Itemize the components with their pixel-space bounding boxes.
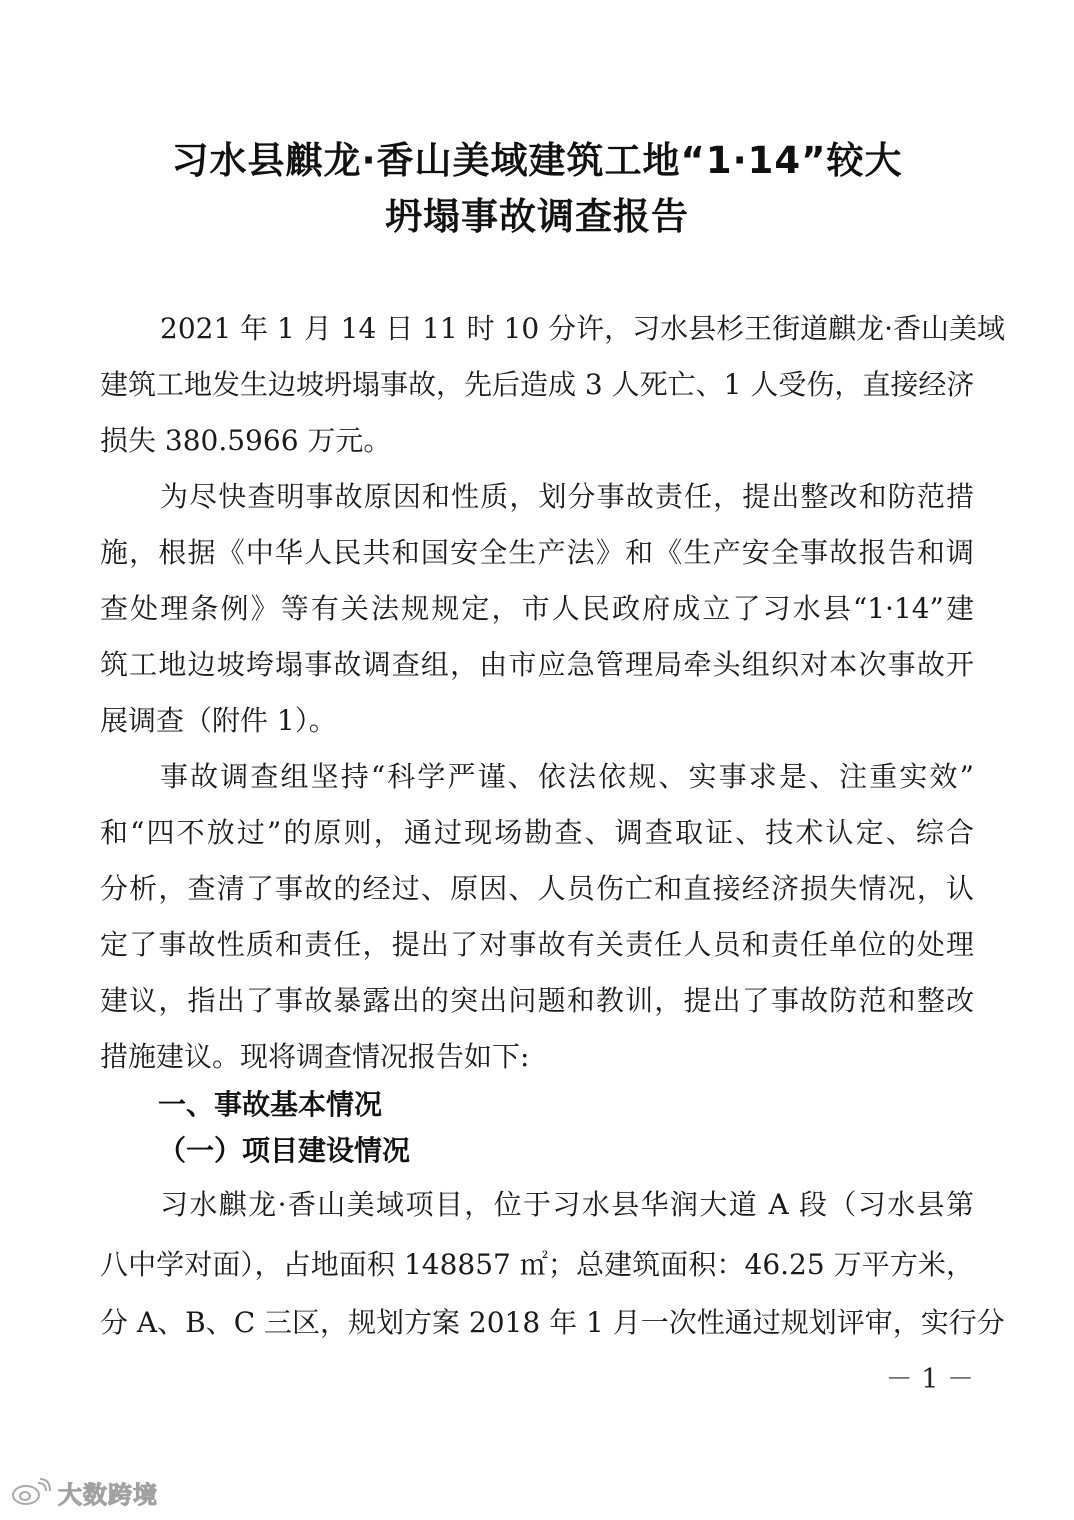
paragraph-3-line-6: 措施建议。现将调查情况报告如下: xyxy=(100,1040,530,1073)
paragraph-3-line-5: 建议，指出了事故暴露出的突出问题和教训，提出了事故防范和整改 xyxy=(100,984,974,1017)
paragraph-4-line-1: 习水麒龙·香山美域项目，位于习水县华润大道 A 段（习水县第 xyxy=(160,1188,974,1221)
document-title-line-1: 习水县麒龙·香山美域建筑工地“1·14”较大 xyxy=(171,139,903,182)
paragraph-1-line-2: 建筑工地发生边坡坍塌事故，先后造成 3 人死亡、1 人受伤，直接经济 xyxy=(100,368,975,401)
paragraph-2-line-4: 筑工地边坡垮塌事故调查组，由市应急管理局牵头组织对本次事故开 xyxy=(100,648,974,681)
document-title-line-2: 坍塌事故调查报告 xyxy=(385,195,689,238)
paragraph-3-line-4: 定了事故性质和责任，提出了对事故有关责任人员和责任单位的处理 xyxy=(100,928,974,961)
paragraph-2-line-2: 施，根据《中华人民共和国安全生产法》和《生产安全事故报告和调 xyxy=(100,536,974,569)
paragraph-2-line-5: 展调查（附件 1）。 xyxy=(100,704,337,737)
page-number: － 1 － xyxy=(885,1364,974,1395)
paragraph-1-line-3: 损失 380.5966 万元。 xyxy=(100,424,392,457)
paragraph-3-line-3: 分析，查清了事故的经过、原因、人员伤亡和直接经济损失情况，认 xyxy=(100,872,974,905)
watermark xyxy=(10,1472,158,1512)
paragraph-2-line-1: 为尽快查明事故原因和性质，划分事故责任，提出整改和防范措 xyxy=(160,480,974,513)
paragraph-2-line-3: 查处理条例》等有关法规规定，市人民政府成立了习水县“1·14”建 xyxy=(100,592,974,625)
section-heading: 一、事故基本情况 xyxy=(158,1088,383,1121)
paragraph-3-line-1: 事故调查组坚持“科学严谨、依法依规、实事求是、注重实效” xyxy=(160,760,974,793)
paragraph-3-line-2: 和“四不放过”的原则，通过现场勘查、调查取证、技术认定、综合 xyxy=(100,816,974,849)
paragraph-4-line-2: 八中学对面），占地面积 148857 ㎡；总建筑面积：46.25 万平方米， xyxy=(100,1248,974,1281)
paragraph-1-line-1: 2021 年 1 月 14 日 11 时 10 分许，习水县杉王街道麒龙·香山美域 xyxy=(160,312,1005,345)
watermark-text: 大数跨境 xyxy=(58,1480,158,1509)
paragraph-4-line-3: 分 A、B、C 三区，规划方案 2018 年 1 月一次性通过规划评审，实行分 xyxy=(100,1306,1005,1339)
subsection-heading: （一）项目建设情况 xyxy=(158,1134,411,1167)
weibo-logo-icon xyxy=(10,1477,52,1507)
